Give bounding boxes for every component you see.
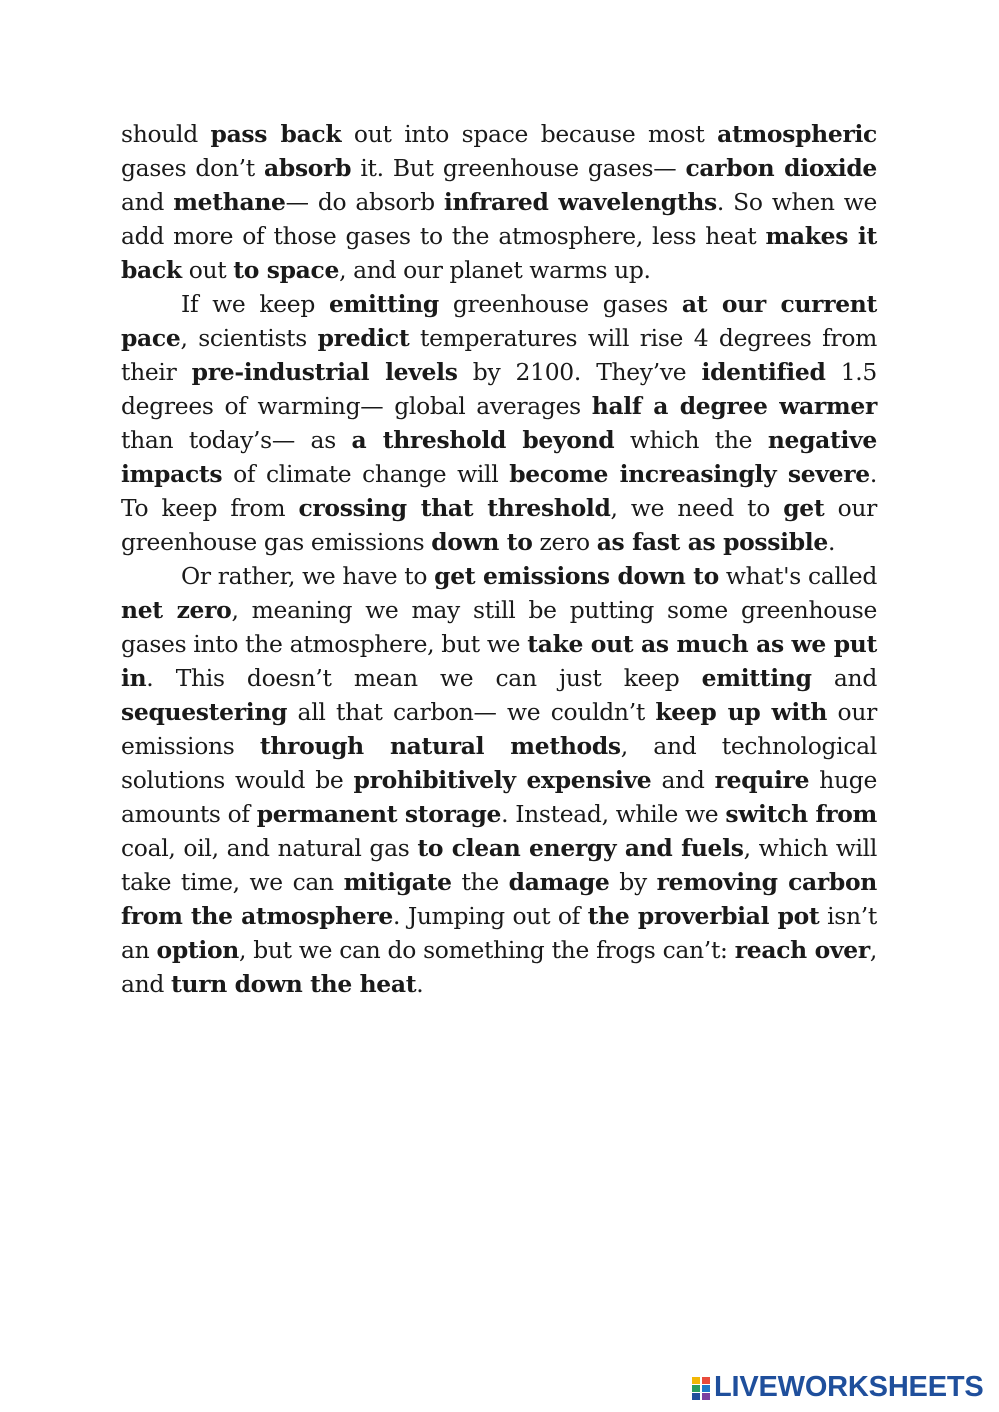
text-run: . This doesn’t mean we can just keep [146, 664, 702, 692]
text-run: If we keep [181, 290, 329, 318]
text-run: of climate change will [222, 460, 510, 488]
bold-phrase: a threshold beyond [351, 426, 615, 454]
bold-phrase: pre-industrial levels [191, 358, 458, 386]
text-run: coal, oil, and natural gas [121, 834, 418, 862]
text-run: greenhouse gases [438, 290, 682, 318]
text-run: by [609, 868, 657, 896]
paragraph [121, 117, 877, 287]
bold-phrase: pass back [210, 120, 342, 148]
bold-phrase: get [783, 494, 825, 522]
bold-phrase: turn down the heat [171, 970, 417, 998]
bold-phrase: negative impacts [121, 426, 877, 488]
bold-phrase: net zero [121, 596, 232, 624]
text-run: . To keep from [121, 460, 877, 522]
text-run: , meaning we may still be putting some greenhouse gases into the atmosphere, but we [121, 596, 877, 658]
text-run: , and our planet warms up. [339, 256, 651, 284]
text-run: which the [614, 426, 768, 454]
text-run: it. But greenhouse gases— [351, 154, 686, 182]
bold-phrase: become increasingly severe [509, 460, 870, 488]
text-run: zero [532, 528, 597, 556]
bold-phrase: reach over [734, 936, 870, 964]
bold-phrase: to space [233, 256, 340, 284]
text-run: than today’s— as [121, 426, 352, 454]
bold-phrase: infrared wavelengths [443, 188, 717, 216]
text-run: , and technological solutions would be [121, 732, 877, 794]
text-run: and [121, 188, 174, 216]
text-run: by 2100. They’ve [457, 358, 702, 386]
bold-phrase: half a degree warmer [591, 392, 877, 420]
bold-phrase: as fast as possible [596, 528, 828, 556]
text-run: isn’t an [121, 902, 877, 964]
text-run: should [121, 120, 211, 148]
text-run: . Jumping out of [393, 902, 588, 930]
bold-phrase: take out as much as we put in [121, 630, 877, 692]
paragraph [121, 287, 877, 559]
text-run: our emissions [121, 698, 877, 760]
text-run: gases don’t [121, 154, 265, 182]
text-run: out [181, 256, 234, 284]
bold-phrase: absorb [264, 154, 352, 182]
text-run: huge amounts of [121, 766, 877, 828]
text-run: , and [121, 936, 877, 998]
bold-phrase: carbon dioxide [685, 154, 877, 182]
bold-phrase: atmospheric [717, 120, 877, 148]
document-body [121, 117, 877, 1001]
text-run: all that carbon— we couldn’t [287, 698, 656, 726]
text-run: the [451, 868, 509, 896]
text-run: and [811, 664, 877, 692]
bold-phrase: to clean energy and fuels [417, 834, 744, 862]
text-run: what's called [718, 562, 878, 590]
liveworksheets-logo[interactable] [692, 1373, 984, 1402]
logo-text: LIVEWORKSHEETS [714, 1371, 984, 1403]
text-run: , scientists [180, 324, 318, 352]
text-run: 1.5 degrees of warming— global averages [121, 358, 877, 420]
bold-phrase: removing carbon from the atmosphere [121, 868, 877, 930]
text-run: Or rather, we have to [181, 562, 435, 590]
bold-phrase: keep up with [655, 698, 828, 726]
paragraph [121, 559, 877, 1001]
bold-phrase: crossing that threshold [298, 494, 611, 522]
text-run: . [416, 970, 424, 998]
bold-phrase: require [714, 766, 810, 794]
bold-phrase: predict [317, 324, 410, 352]
text-run: , we need to [610, 494, 784, 522]
bold-phrase: the proverbial pot [587, 902, 820, 930]
bold-phrase: through natural methods [259, 732, 621, 760]
text-run: our greenhouse gas emissions [121, 494, 877, 556]
bold-phrase: emitting [328, 290, 439, 318]
text-run: temperatures will rise 4 degrees from their [121, 324, 877, 386]
bold-phrase: switch from [725, 800, 877, 828]
bold-phrase: permanent storage [256, 800, 502, 828]
bold-phrase: mitigate [343, 868, 452, 896]
text-run: . [827, 528, 836, 556]
bold-phrase: damage [508, 868, 610, 896]
text-run: out into space because most [341, 120, 718, 148]
bold-phrase: methane [173, 188, 286, 216]
text-run: . So when we add more of those gases to the atmosphere, less heat [121, 188, 878, 250]
bold-phrase: identified [701, 358, 826, 386]
text-run: . Instead, while we [501, 800, 726, 828]
bold-phrase: down to [431, 528, 533, 556]
bold-phrase: emitting [701, 664, 812, 692]
text-run: and [651, 766, 715, 794]
text-run: , which will take time, we can [121, 834, 877, 896]
text-run: — do absorb [285, 188, 444, 216]
bold-phrase: get emissions down to [434, 562, 719, 590]
bold-phrase: sequestering [121, 698, 288, 726]
bold-phrase: prohibitively expensive [353, 766, 652, 794]
bold-phrase: at our current pace [121, 290, 878, 352]
text-run: , but we can do something the frogs can’t: [238, 936, 735, 964]
bold-phrase: option [156, 936, 239, 964]
bold-phrase: makes it back [121, 222, 877, 284]
liveworksheets-logo-icon [692, 1375, 711, 1401]
